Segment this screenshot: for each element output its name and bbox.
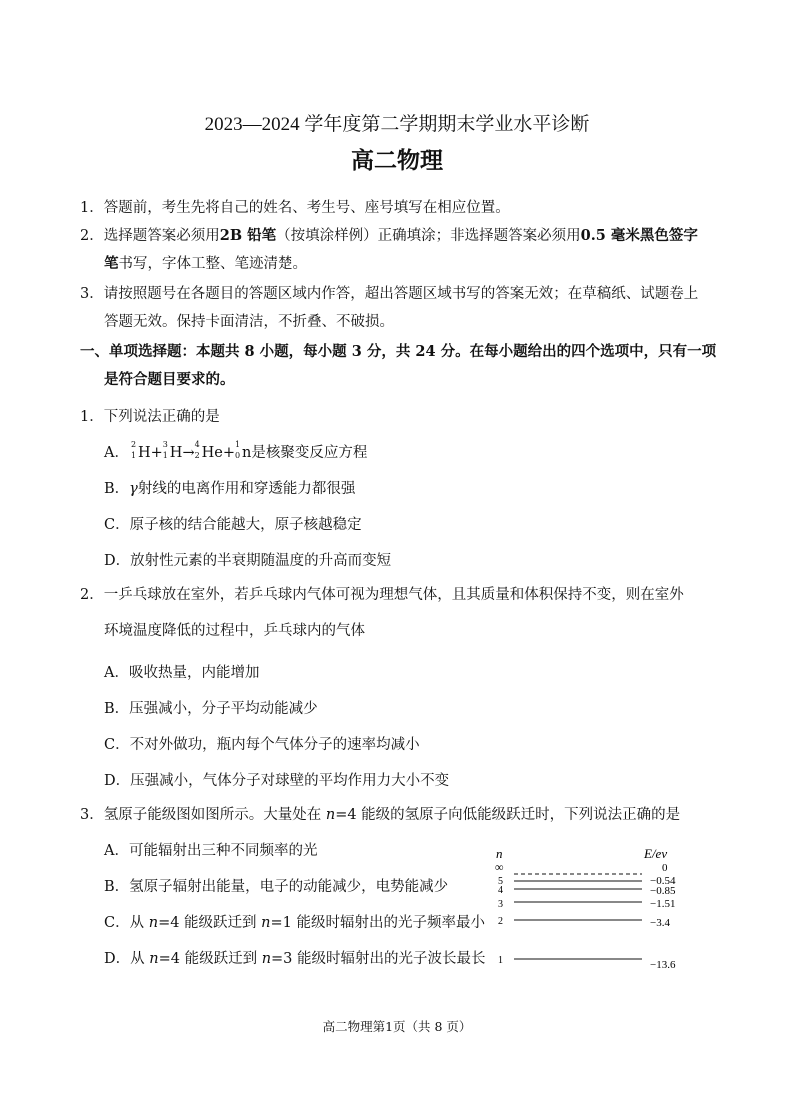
nuclide-h3: 3 1 H	[162, 440, 183, 461]
note-1: 1．答题前，考生先将自己的姓名、考生号、座号填写在相应位置。	[80, 200, 510, 216]
q3-option-c: C．从 n=4 能级跃迁到 n=1 能级时辐射出的光子频率最小	[104, 915, 485, 931]
nuclide-neutron: 1 0 n	[235, 440, 252, 461]
exam-title: 2023—2024 学年度第二学期期末学业水平诊断	[204, 114, 590, 135]
level-e-4: −0.85	[650, 885, 676, 897]
level-e-1: −13.6	[650, 959, 676, 971]
section-heading-cont: 是符合题目要求的。	[104, 371, 235, 388]
q2-stem-cont: 环境温度降低的过程中，乒乓球内的气体	[104, 623, 365, 639]
page-footer: 高二物理第1页（共 8 页）	[322, 1019, 472, 1034]
level-n-2: 2	[498, 916, 503, 927]
diagram-n-label: n	[496, 846, 503, 861]
subject-title: 高二物理	[351, 148, 443, 174]
level-e-inf: 0	[662, 862, 668, 874]
q1-option-b: B．γ射线的电离作用和穿透能力都很强	[104, 481, 356, 497]
q2-option-a: A．吸收热量，内能增加	[104, 665, 260, 681]
note-2-cont: 笔书写，字体工整、笔迹清楚。	[104, 255, 307, 272]
q3-option-a: A．可能辐射出三种不同频率的光	[104, 843, 318, 859]
level-e-5: −0.54	[650, 875, 676, 887]
q1-stem: 1．下列说法正确的是	[80, 409, 220, 425]
q3-stem: 3．氢原子能级图如图所示。大量处在 n=4 能级的氢原子向低能级跃迁时，下列说法正确的是	[80, 807, 681, 823]
note-2: 2．选择题答案必须用2B 铅笔（按填涂样例）正确填涂；非选择题答案必须用0.5 毫米黑色签字	[80, 227, 698, 244]
level-n-3: 3	[498, 899, 503, 910]
nuclide-he4: 4 2 He	[194, 440, 223, 461]
q3-option-d: D．从 n=4 能级跃迁到 n=3 能级时辐射出的光子波长最长	[104, 951, 486, 967]
section-heading: 一、单项选择题：本题共 8 小题，每小题 3 分，共 24 分。在每小题给出的四个选项中，只有一项	[80, 343, 717, 360]
level-e-2: −3.4	[650, 917, 670, 929]
level-e-3: −1.51	[650, 898, 676, 910]
note-3: 3．请按照题号在各题目的答题区域内作答，超出答题区域书写的答案无效；在草稿纸、试题卷上	[80, 286, 699, 302]
q1-option-d: D．放射性元素的半衰期随温度的升高而变短	[104, 553, 392, 569]
level-n-1: 1	[498, 955, 503, 966]
level-n-4: 4	[498, 885, 503, 896]
q1-option-c: C．原子核的结合能越大，原子核越稳定	[104, 517, 362, 533]
q2-option-d: D．压强减小，气体分子对球壁的平均作用力大小不变	[104, 773, 450, 789]
level-n-5: 5	[498, 876, 503, 887]
q2-option-b: B．压强减小，分子平均动能减少	[104, 701, 318, 717]
note-3-cont: 答题无效。保持卡面清洁，不折叠、不破损。	[104, 314, 394, 330]
energy-level-diagram	[486, 844, 696, 974]
q2-option-c: C．不对外做功，瓶内每个气体分子的速率均减小	[104, 737, 420, 753]
q1-option-a: A． 2 1 H+ 3 1 H→ 4 2 He+ 1 0 n是核聚变反应方程	[104, 440, 368, 461]
diagram-energy-label: E/ev	[644, 846, 668, 861]
nuclide-h2: 2 1 H	[130, 440, 151, 461]
q2-stem: 2．一乒乓球放在室外，若乒乓球内气体可视为理想气体，且其质量和体积保持不变，则在室外	[80, 587, 684, 603]
q3-option-b: B．氢原子辐射出能量，电子的动能减少，电势能减少	[104, 879, 449, 895]
level-n-inf: ∞	[495, 860, 504, 874]
